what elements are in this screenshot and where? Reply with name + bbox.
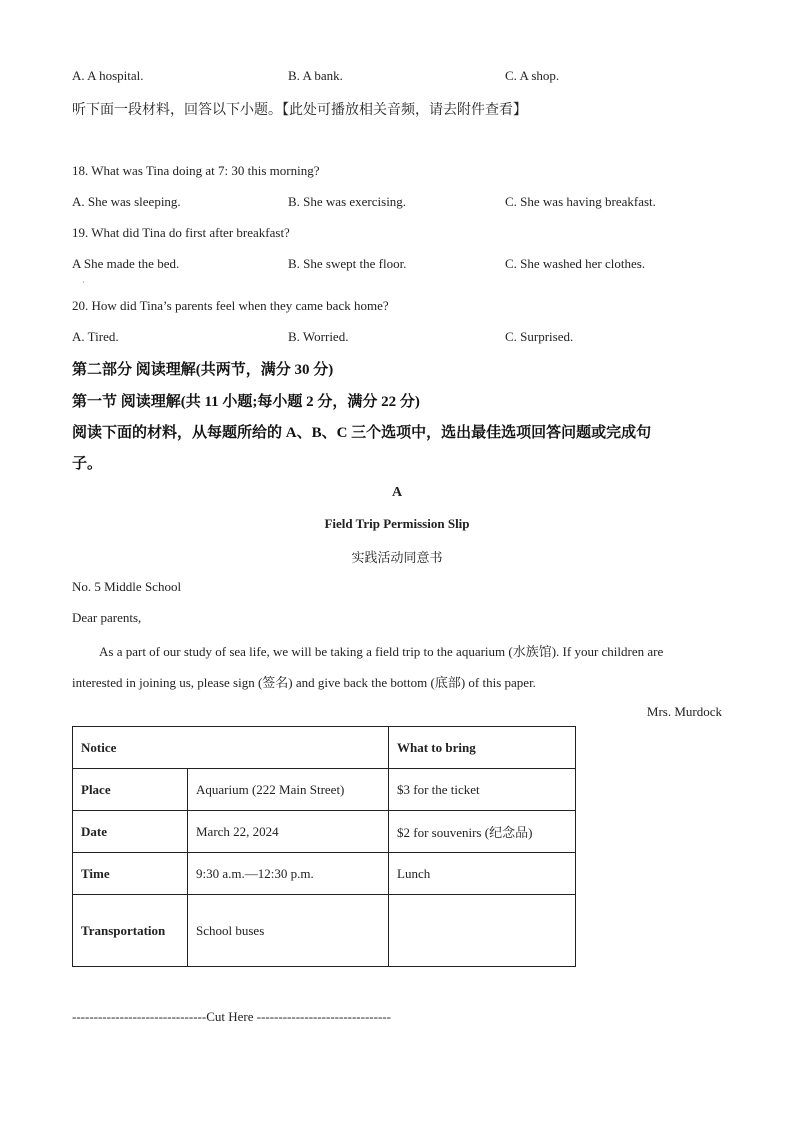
row-label-place: Place	[73, 769, 188, 811]
row-label-date: Date	[73, 811, 188, 853]
q18-option-c: C. She was having breakfast.	[505, 194, 656, 209]
q19-option-a: A She made the bed.	[72, 256, 180, 271]
option-a: A. A hospital.	[72, 68, 144, 83]
header-what-to-bring: What to bring	[389, 727, 576, 769]
signature: Mrs. Murdock	[646, 704, 722, 719]
q20-option-a: A. Tired.	[72, 329, 119, 344]
row-value-place: Aquarium (222 Main Street)	[188, 769, 389, 811]
row-label-transportation: Transportation	[73, 895, 188, 967]
listen-instruction: 听下面一段材料，回答以下小题。【此处可播放相关音频，请去附件查看】	[72, 103, 527, 118]
row-bring-souvenirs: $2 for souvenirs (纪念品)	[389, 811, 576, 853]
table-row	[73, 769, 576, 811]
row-value-date: March 22, 2024	[188, 811, 389, 853]
question-19: 19. What did Tina do first after breakfast?	[72, 225, 290, 240]
table-row	[73, 895, 576, 967]
option-c: C. A shop.	[505, 68, 560, 83]
slip-title-cn: 实践活动同意书	[351, 550, 443, 565]
row-label-time: Time	[73, 853, 188, 895]
table-row	[73, 853, 576, 895]
row-value-transportation: School buses	[188, 895, 389, 967]
row-bring-empty	[389, 895, 576, 967]
body-line-2: interested in joining us, please sign (签名) and give back the bottom (底部) of this paper.	[72, 675, 536, 690]
table-row	[73, 811, 576, 853]
header-notice: Notice	[73, 727, 389, 769]
passage-letter: A	[391, 485, 403, 500]
table-header-row	[73, 727, 576, 769]
notice-table	[72, 726, 576, 967]
row-value-time: 9:30 a.m.—12:30 p.m.	[188, 853, 389, 895]
question-20: 20. How did Tina’s parents feel when they came back home?	[72, 298, 389, 313]
q19-option-b: B. She swept the floor.	[288, 256, 407, 271]
q18-option-a: A. She was sleeping.	[72, 194, 181, 209]
greeting: Dear parents,	[72, 610, 142, 625]
option-b: B. A bank.	[288, 68, 343, 83]
school-name: No. 5 Middle School	[72, 579, 182, 594]
body-line-1: As a part of our study of sea life, we will be taking a field trip to the aquarium (水族馆). If your children are	[99, 644, 664, 659]
q20-option-b: B. Worried.	[288, 329, 349, 344]
q19-option-c: C. She washed her clothes.	[505, 256, 646, 271]
reading-instruction-line2: 子。	[72, 456, 103, 472]
section1-title: 第一节 阅读理解(共 11 小题;每小题 2 分，满分 22 分)	[72, 394, 420, 410]
row-bring-lunch: Lunch	[389, 853, 576, 895]
q18-option-b: B. She was exercising.	[288, 194, 407, 209]
cut-here-line: -------------------------------Cut Here -------------------------------	[72, 1009, 391, 1024]
slip-title-en: Field Trip Permission Slip	[324, 516, 470, 531]
section2-title: 第二部分 阅读理解(共两节，满分 30 分)	[72, 362, 334, 378]
stray-dot: ·	[82, 278, 85, 287]
q20-option-c: C. Surprised.	[505, 329, 574, 344]
reading-instruction-line1: 阅读下面的材料，从每题所给的 A、B、C 三个选项中，选出最佳选项回答问题或完成句	[72, 425, 652, 441]
row-bring-ticket: $3 for the ticket	[389, 769, 576, 811]
question-18: 18. What was Tina doing at 7: 30 this morning?	[72, 163, 320, 178]
